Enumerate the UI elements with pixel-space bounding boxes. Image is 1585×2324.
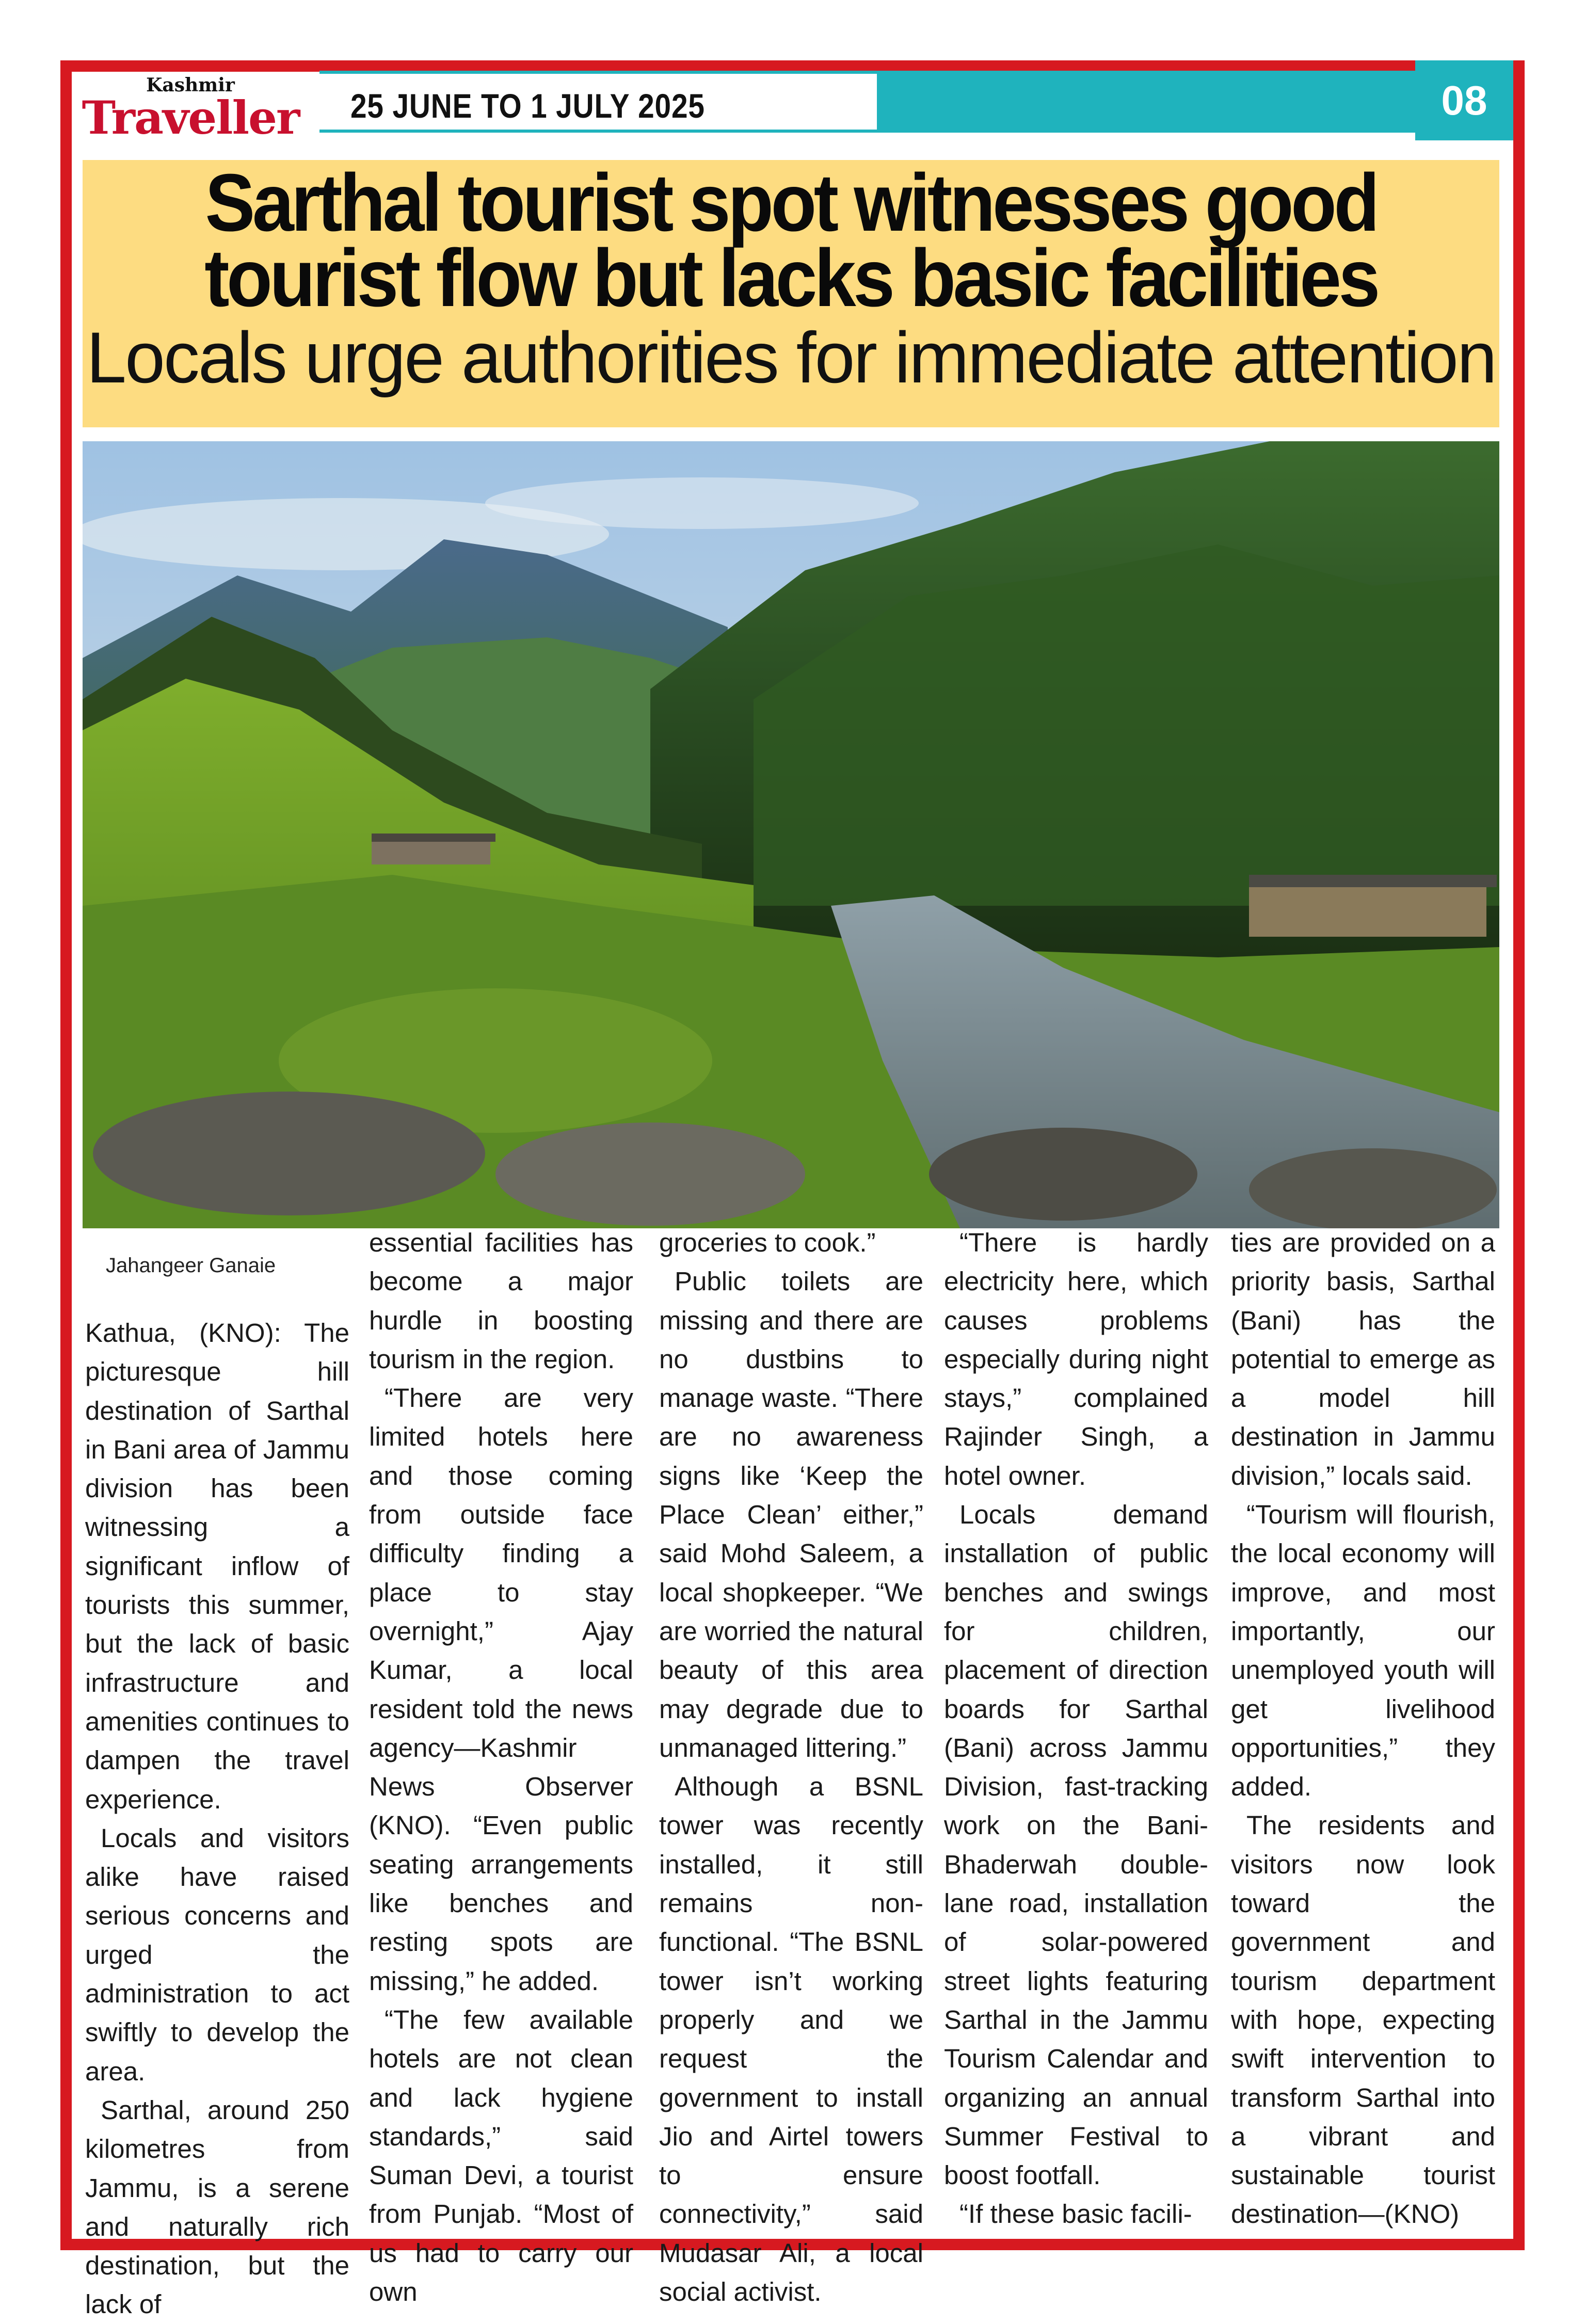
paragraph: Kathua, (KNO): The picturesque hill destination of Sarthal in Bani area of Jammu division has been witnessing a significant inflow of tourists this summer, but the lack of basic infrastructure and amenities continues to dampen the travel experience. [85, 1318, 349, 1814]
article-column-1 [85, 1313, 349, 2319]
paragraph: “If these basic facili- [959, 2199, 1192, 2229]
paragraph: Locals demand installation of public benches and swings for children, placement of direction boards for Sarthal (Bani) across Jammu Division, fast-tracking work on the Bani-Bhaderwah double-lane road, installation of solar-powered street lights featuring Sarthal in the Jammu Tourism Calendar and organizing an annual Summer Festival to boost footfall. [944, 1500, 1208, 2190]
paragraph: “There is hardly electricity here, which causes problems especially during night stays,” complained Rajinder Singh, a hotel owner. [944, 1228, 1208, 1490]
headline [139, 157, 1443, 324]
masthead-logo [72, 74, 309, 145]
paragraph: ties are provided on a priority basis, Sarthal (Bani) has the potential to emerge as a model hill destination in Jammu division,” locals said. [1231, 1228, 1495, 1490]
photo-credit: Jahangeer Ganaie [106, 1254, 276, 1277]
logo-small-text: Kashmir [146, 74, 235, 96]
paragraph: The residents and visitors now look toward the government and tourism department with hope, expecting swift intervention to transform Sarthal into a vibrant and sustainable tourist destination—(KNO) [1231, 1810, 1495, 2229]
article-photo [83, 441, 1499, 1228]
page-number: 08 [1415, 60, 1513, 140]
header-teal-block [877, 74, 1432, 130]
subheadline: Locals urge authorities for immediate attention [86, 317, 1496, 398]
page-header [72, 60, 1513, 143]
paragraph: Locals and visitors alike have raised serious concerns and urged the administration to act swiftly to develop the area. [85, 1823, 349, 2086]
headline-line-2: tourist flow but lacks basic facilities [204, 233, 1378, 324]
headline-line-1: Sarthal tourist spot witnesses good [205, 157, 1377, 248]
paragraph: “The few available hotels are not clean and lack hygiene standards,” said Suman Devi, a tourist from Punjab. “Most of us had to carry our own [369, 2005, 633, 2307]
paragraph: Sarthal, around 250 kilometres from Jammu, is a serene and naturally rich destination, but the lack of [85, 2095, 349, 2319]
paragraph: “There are very limited hotels here and those coming from outside face difficulty finding a place to stay overnight,” Ajay Kumar, a local resident told the news agency—Kashmir News Observer (KNO). “Even public seating arrangements like benches and resting spots are missing,” he added. [369, 1383, 633, 1996]
article-column-3 [659, 1223, 923, 2307]
paragraph: essential facilities has become a major hurdle in boosting tourism in the region. [369, 1228, 633, 1374]
paragraph: “Tourism will flourish, the local economy will improve, and most importantly, our unemployed youth will get livelihood opportunities,” they added. [1231, 1500, 1495, 1802]
issue-date: 25 JUNE TO 1 JULY 2025 [350, 87, 705, 125]
paragraph: Although a BSNL tower was recently installed, it still remains non-functional. “The BSNL tower isn’t working properly and we request the government to install Jio and Airtel towers to ensure connectivity,” said Mudasar Ali, a local social activist. [659, 1772, 923, 2307]
mountain-valley-image [83, 441, 1499, 1228]
article-column-4 [944, 1223, 1208, 2229]
article-column-2 [369, 1223, 633, 2307]
paragraph: Public toilets are missing and there are no dustbins to manage waste. “There are no awareness signs like ‘Keep the Place Clean’ either,” said Mohd Saleem, a local shopkeeper. “We are worried the natural beauty of this area may degrade due to unmanaged littering.” [659, 1267, 923, 1762]
headline-banner [83, 157, 1499, 427]
paragraph: groceries to cook.” [659, 1228, 876, 1257]
header-bar [319, 71, 1476, 133]
logo-big-text: Traveller [82, 91, 299, 145]
article-column-5 [1231, 1223, 1495, 2229]
